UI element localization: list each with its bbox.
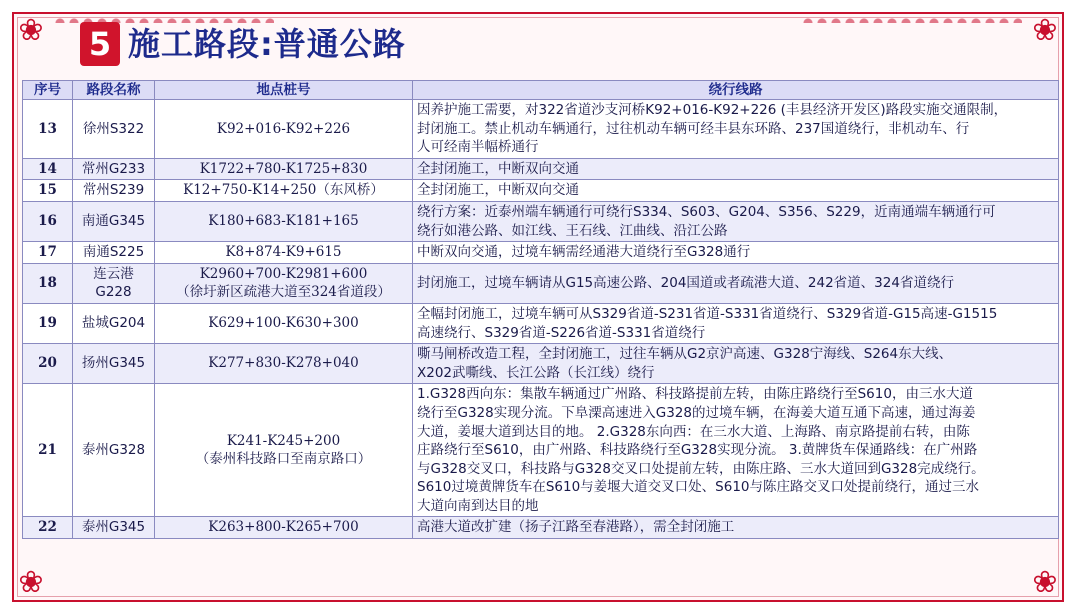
table-row xyxy=(23,100,1059,159)
location-stake-line: K2960+700-K2981+600 xyxy=(199,265,368,282)
location-stake xyxy=(155,344,413,384)
location-stake xyxy=(155,201,413,241)
detour-route xyxy=(413,158,1059,180)
location-stake-line: K629+100-K630+300 xyxy=(208,315,359,332)
detour-route-line: 全封闭施工，中断双向交通 xyxy=(417,182,579,199)
table-header-row xyxy=(23,81,1059,100)
road-name xyxy=(73,158,155,180)
detour-route-line: 庄路绕行至S610，由广州路、科技路绕行至G328实现分流。 3.黄牌货车保通路线：在广州路 xyxy=(417,442,978,459)
location-stake-line: K263+800-K265+700 xyxy=(208,519,359,536)
detour-route xyxy=(413,303,1059,343)
location-stake xyxy=(155,384,413,517)
detour-route xyxy=(413,263,1059,303)
road-name xyxy=(73,303,155,343)
row-number: 16 xyxy=(23,201,73,241)
corner-ornament-icon: ❀ xyxy=(18,565,44,600)
road-name-line: 徐州S322 xyxy=(82,120,145,137)
location-stake-line: （徐圩新区疏港大道至324省道段） xyxy=(176,284,391,301)
detour-route-line: 高速绕行、S329省道-S226省道-S331省道绕行 xyxy=(417,324,706,341)
detour-route-line: 大道向南到达目的地 xyxy=(417,497,539,514)
table-row xyxy=(23,344,1059,384)
road-name-line: 常州G233 xyxy=(81,160,146,177)
detour-route xyxy=(413,517,1059,539)
location-stake-line: （泰州科技路口至南京路口） xyxy=(195,451,372,468)
road-name xyxy=(73,517,155,539)
detour-route-line: 绕行方案：近泰州端车辆通行可绕行S334、S603、G204、S356、S229，近南通端车辆通行可 xyxy=(417,203,996,220)
detour-route-line: 全幅封闭施工，过境车辆可从S329省道-S231省道-S331省道绕行、S329省道-G15高速-G1515 xyxy=(417,305,998,322)
road-name-line: 连云港 xyxy=(93,265,134,282)
road-name-line: 扬州G345 xyxy=(81,355,146,372)
corner-ornament-icon: ❀ xyxy=(1032,565,1058,600)
road-name xyxy=(73,100,155,159)
location-stake-line: K1722+780-K1725+830 xyxy=(199,160,368,177)
detour-route xyxy=(413,384,1059,517)
location-stake xyxy=(155,263,413,303)
detour-route xyxy=(413,100,1059,159)
detour-route-line: 封闭施工，过境车辆请从G15高速公路、204国道或者疏港大道、242省道、324省道绕行 xyxy=(417,275,954,292)
row-number: 18 xyxy=(23,263,73,303)
detour-route-line: 绕行至G328实现分流。下阜溧高速进入G328的过境车辆，在海姜大道互通下高速，通过海姜 xyxy=(417,404,976,421)
table-row xyxy=(23,384,1059,517)
location-stake xyxy=(155,100,413,159)
header-route: 绕行线路 xyxy=(413,81,1059,100)
road-name xyxy=(73,263,155,303)
page-title: 施工路段:普通公路 xyxy=(128,25,406,63)
location-stake-line: K180+683-K181+165 xyxy=(208,213,359,230)
table-row xyxy=(23,242,1059,264)
road-name xyxy=(73,384,155,517)
table-row xyxy=(23,517,1059,539)
location-stake xyxy=(155,517,413,539)
location-stake-line: K277+830-K278+040 xyxy=(208,355,359,372)
row-number: 17 xyxy=(23,242,73,264)
location-stake-line: K8+874-K9+615 xyxy=(225,244,342,261)
row-number: 13 xyxy=(23,100,73,159)
detour-route-line: 1.G328西向东：集散车辆通过广州路、科技路提前左转，由陈庄路绕行至S610，由三水大道 xyxy=(417,386,973,403)
detour-route xyxy=(413,344,1059,384)
detour-route-line: X202武嘶线、长江公路（长江线）绕行 xyxy=(417,364,655,381)
road-name-line: 南通S225 xyxy=(82,244,145,261)
row-number: 15 xyxy=(23,180,73,202)
corner-ornament-icon: ❀ xyxy=(18,13,44,48)
table-row xyxy=(23,158,1059,180)
table-body xyxy=(23,100,1059,539)
table-row xyxy=(23,303,1059,343)
detour-route xyxy=(413,180,1059,202)
location-stake xyxy=(155,180,413,202)
detour-route-line: 大道，姜堰大道到达目的地。 2.G328东向西：在三水大道、上海路、南京路提前右转，由陈 xyxy=(417,423,970,440)
section-number-badge: 5 xyxy=(80,22,120,66)
location-stake xyxy=(155,158,413,180)
header-location: 地点桩号 xyxy=(155,81,413,100)
location-stake xyxy=(155,242,413,264)
road-name-line: 泰州G328 xyxy=(81,442,146,459)
row-number: 21 xyxy=(23,384,73,517)
location-stake-line: K92+016-K92+226 xyxy=(216,120,351,137)
road-name-line: 南通G345 xyxy=(81,213,146,230)
road-name xyxy=(73,180,155,202)
road-name xyxy=(73,344,155,384)
detour-route-line: 人可经南半幅桥通行 xyxy=(417,139,539,156)
table-row xyxy=(23,180,1059,202)
row-number: 22 xyxy=(23,517,73,539)
detour-route-line: 封闭施工。禁止机动车辆通行，过往机动车辆可经丰县东环路、237国道绕行，非机动车、行 xyxy=(417,120,970,137)
detour-route-line: 中断双向交通，过境车辆需经通港大道绕行至G328通行 xyxy=(417,244,751,261)
location-stake xyxy=(155,303,413,343)
road-name xyxy=(73,201,155,241)
cloud-pattern-top-right xyxy=(802,13,1022,23)
location-stake-line: K12+750-K14+250（东风桥） xyxy=(183,182,384,199)
detour-route-line: 全封闭施工，中断双向交通 xyxy=(417,160,579,177)
detour-route-line: 高港大道改扩建（扬子江路至春港路），需全封闭施工 xyxy=(417,519,735,536)
detour-route-line: S610过境黄牌货车在S610与姜堰大道交叉口处、S610与陈庄路交叉口处提前绕行，通过三水 xyxy=(417,479,980,496)
road-name-line: 泰州G345 xyxy=(81,519,146,536)
detour-route-line: 绕行如港公路、如江线、王石线、江曲线、沿江公路 xyxy=(417,222,728,239)
row-number: 19 xyxy=(23,303,73,343)
road-name-line: G228 xyxy=(95,284,132,301)
corner-ornament-icon: ❀ xyxy=(1032,13,1058,48)
header-road-name: 路段名称 xyxy=(73,81,155,100)
header-no: 序号 xyxy=(23,81,73,100)
row-number: 14 xyxy=(23,158,73,180)
road-name-line: 常州S239 xyxy=(82,182,145,199)
construction-road-table xyxy=(22,80,1059,539)
detour-route xyxy=(413,242,1059,264)
table-row xyxy=(23,263,1059,303)
location-stake-line: K241-K245+200 xyxy=(226,432,341,449)
detour-route xyxy=(413,201,1059,241)
road-name xyxy=(73,242,155,264)
detour-route-line: 因养护施工需要，对322省道沙支河桥K92+016-K92+226 (丰县经济开发区)路段实施交通限制， xyxy=(417,102,1008,118)
road-name-line: 盐城G204 xyxy=(81,315,146,332)
detour-route-line: 与G328交叉口，科技路与G328交叉口处提前左转，由陈庄路、三水大道回到G328完成绕行。 xyxy=(417,460,985,477)
detour-route-line: 嘶马闸桥改造工程，全封闭施工，过往车辆从G2京沪高速、G328宁海线、S264东大线、 xyxy=(417,346,953,363)
table-row xyxy=(23,201,1059,241)
row-number: 20 xyxy=(23,344,73,384)
